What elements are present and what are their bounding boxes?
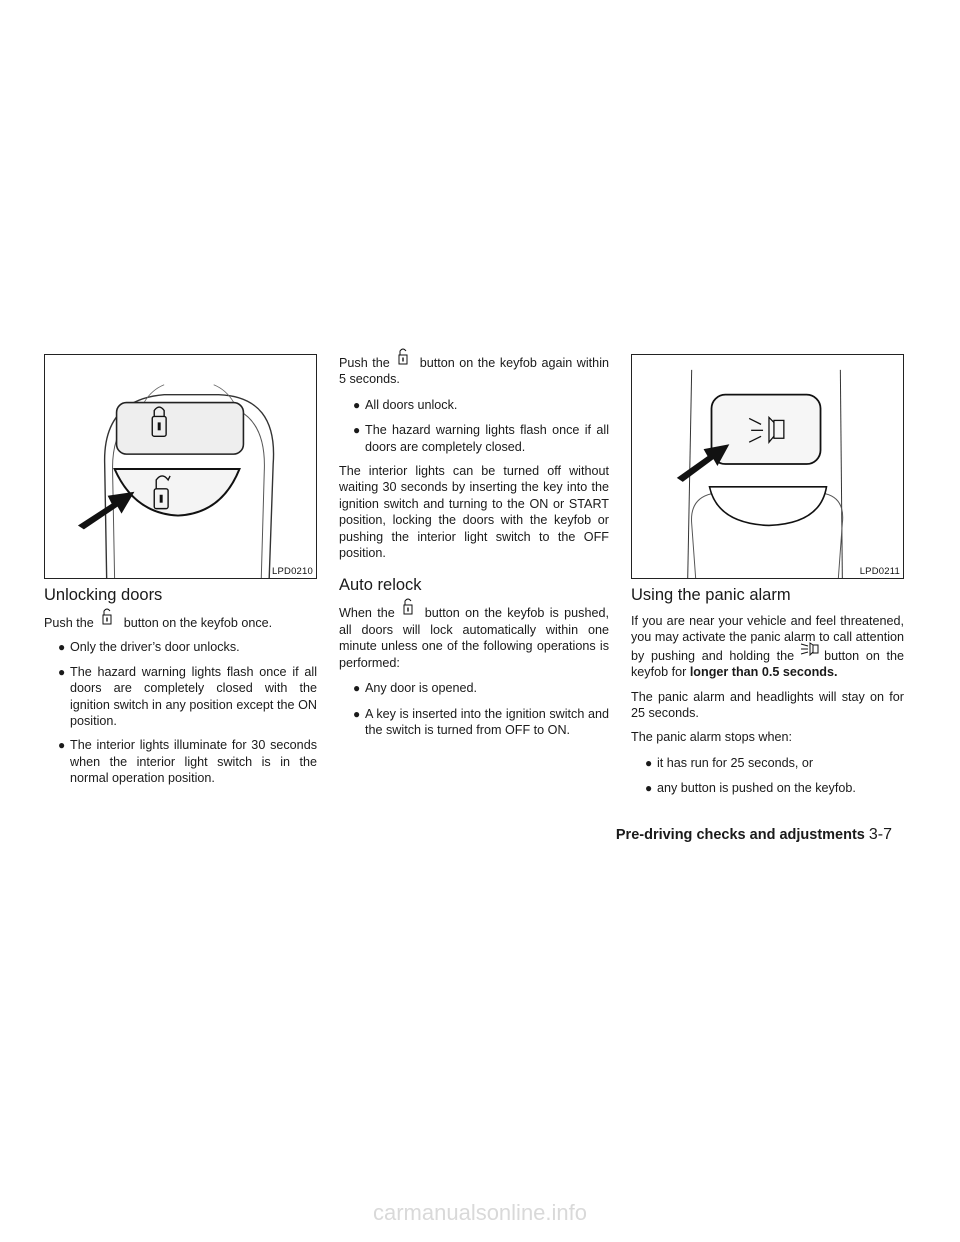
watermark: carmanualsonline.info: [372, 1200, 588, 1225]
figure-label: LPD0211: [859, 566, 900, 577]
list-item: ● Only the driver’s door unlocks.: [58, 640, 240, 655]
panic-alarm-paragraph: If you are near your vehicle and feel threatened, you may activate the panic alarm to call attention by pushing and holding the button on the keyfob for longer than 0.5 seconds.: [631, 614, 904, 680]
page-footer: [616, 826, 892, 844]
unlock-again-intro: Push the button on the keyfob again within 5 seconds.: [339, 353, 609, 388]
list-item: ● Any door is opened.: [353, 681, 478, 696]
list-item: ● All doors unlock.: [353, 397, 458, 412]
list-item: ● The interior lights illuminate for 30 seconds when the interior light switch is in the normal operation position.: [58, 738, 317, 786]
middle-column: [339, 353, 609, 738]
list-item: ● it has run for 25 seconds, or: [645, 755, 814, 770]
list-item: ● The hazard warning lights flash once if all doors are completely closed with the ignition switch in any position except the ON position.: [58, 664, 317, 729]
interior-lights-paragraph: The interior lights can be turned off without waiting 30 seconds by inserting the key into the ignition switch and turning to the ON or START position, locking the doors with the keyfob or pushing the interior light switch to the OFF position.: [339, 464, 609, 561]
list-item: ● any button is pushed on the keyfob.: [645, 781, 856, 796]
unlock-icon: [94, 613, 124, 629]
panic-duration-paragraph: The panic alarm and headlights will stay on for 25 seconds.: [631, 689, 904, 721]
figure-keyfob-unlock: [44, 354, 317, 579]
page-number: 3-7: [868, 826, 892, 843]
keyfob-panic-illustration: [632, 355, 903, 578]
left-column: [44, 585, 317, 787]
heading-auto-relock: Auto relock: [339, 576, 422, 595]
section-title: Pre-driving checks and adjustments: [615, 827, 865, 843]
unlock-icon: [395, 603, 425, 619]
panic-horn-icon: [794, 646, 824, 662]
list-item: ● A key is inserted into the ignition switch and the switch is turned from OFF to ON.: [353, 706, 609, 737]
right-column: [631, 585, 904, 797]
panic-stops-paragraph: The panic alarm stops when:: [631, 730, 793, 745]
unlock-icon: [390, 353, 420, 369]
figure-label: LPD0210: [271, 566, 313, 577]
unlock-intro: Push the button on the keyfob once.: [44, 613, 317, 631]
list-item: ● The hazard warning lights flash once if all doors are completely closed.: [353, 423, 609, 454]
keyfob-unlock-illustration: [45, 355, 316, 578]
figure-keyfob-panic: [631, 354, 904, 579]
auto-relock-paragraph: When the button on the keyfob is pushed, all doors will lock automatically within one minute unless one of the following operations is performed:: [339, 603, 609, 671]
heading-unlocking-doors: Unlocking doors: [44, 586, 163, 604]
heading-panic-alarm: Using the panic alarm: [631, 586, 791, 604]
